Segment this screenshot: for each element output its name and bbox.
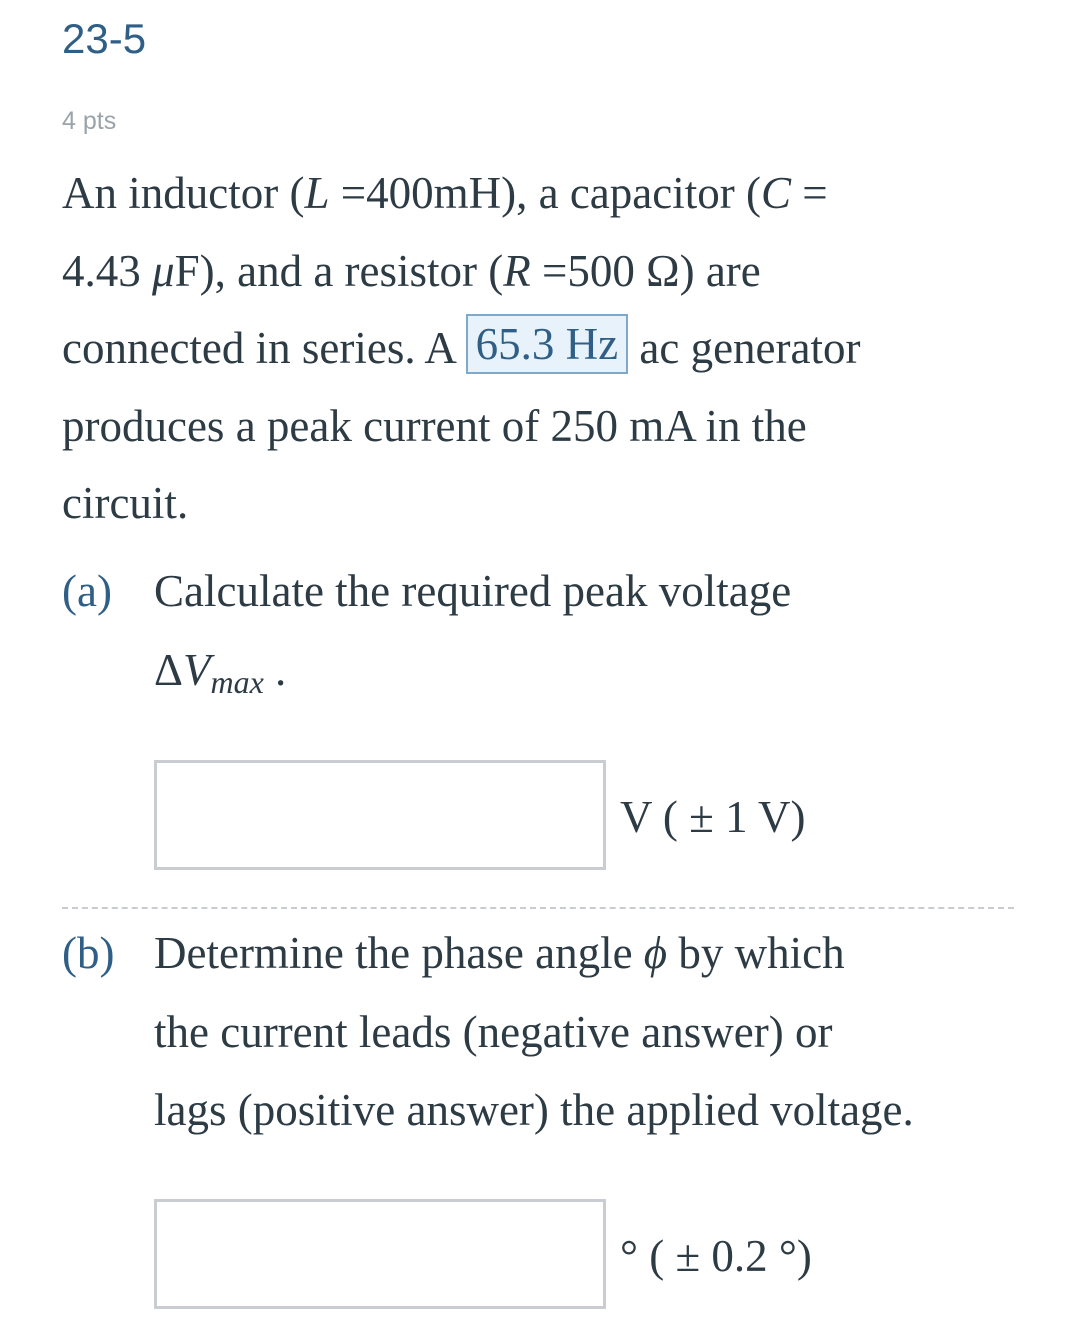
part-b-question-line-1: [154, 923, 845, 983]
statement-line-2: [62, 241, 761, 301]
part-b-label: (b): [62, 928, 115, 978]
part-a-question-line-2: [154, 640, 286, 712]
delta-symbol: Δ: [154, 645, 183, 695]
text-segment: 4.43: [62, 246, 152, 296]
subscript-max: max: [210, 664, 264, 700]
text-segment: Determine the phase angle: [154, 928, 644, 978]
part-b-question-line-3: lags (positive answer) the applied voltage.: [154, 1085, 914, 1135]
text-segment: =: [790, 168, 828, 218]
part-divider: [62, 907, 1014, 909]
statement-line-4: produces a peak current of 250 mA in the: [62, 401, 807, 451]
variable-R: R: [503, 246, 531, 296]
variable-phi: ϕ: [643, 928, 668, 978]
text-segment: =400mH), a capacitor (: [329, 168, 761, 218]
part-b-unit: ° ( ± 0.2 °): [620, 1231, 812, 1281]
frequency-parameter[interactable]: 65.3 Hz: [466, 314, 628, 374]
statement-line-3: [62, 318, 860, 378]
variable-V: V: [182, 645, 211, 695]
part-a-answer-input[interactable]: [154, 760, 606, 870]
text-segment: F), and a resistor (: [174, 246, 504, 296]
part-a-question-line-1: Calculate the required peak voltage: [154, 566, 792, 616]
text-segment: by which: [667, 928, 845, 978]
points-label: 4 pts: [62, 107, 117, 135]
question-title: 23-5: [62, 15, 147, 62]
text-segment: ac generator: [628, 323, 861, 373]
variable-L: L: [304, 168, 330, 218]
variable-mu: μ: [152, 246, 175, 296]
text-segment: .: [263, 645, 287, 695]
text-segment: =500 Ω) are: [530, 246, 761, 296]
part-a-label: (a): [62, 566, 112, 616]
text-segment: An inductor (: [62, 168, 305, 218]
text-segment: connected in series. A: [62, 323, 466, 373]
statement-line-5: circuit.: [62, 478, 189, 528]
statement-line-1: [62, 163, 828, 223]
part-a-unit: V ( ± 1 V): [620, 792, 806, 842]
part-b-question-line-2: the current leads (negative answer) or: [154, 1007, 833, 1057]
part-b-answer-input[interactable]: [154, 1199, 606, 1309]
variable-C: C: [760, 168, 791, 218]
